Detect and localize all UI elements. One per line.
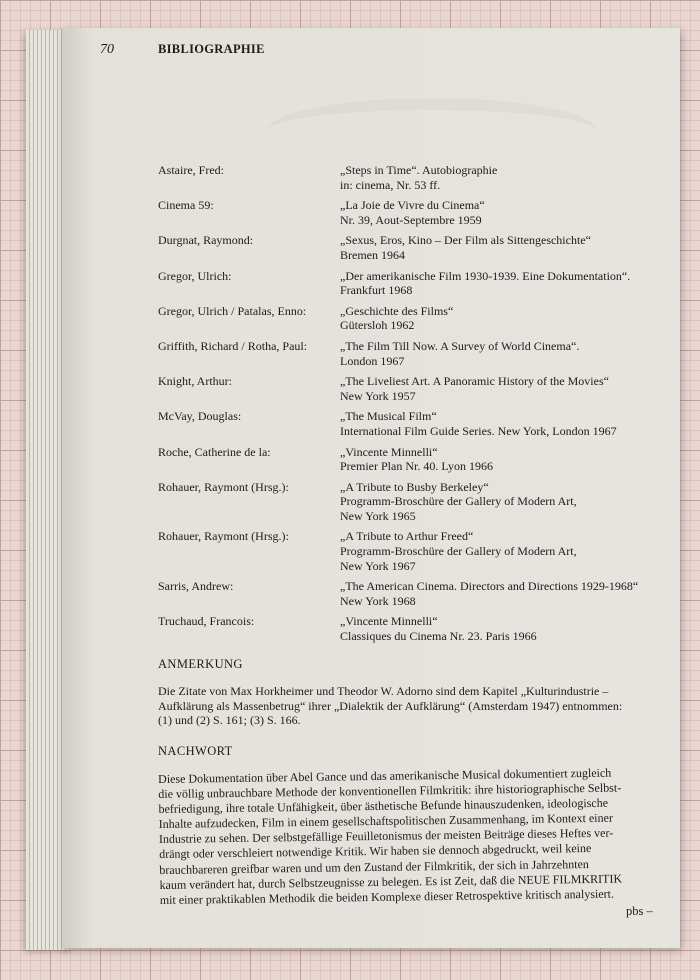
entry-detail: Nr. 39, Aout-Septembre 1959 — [340, 212, 482, 227]
note-line: Aufklärung als Massenbetrug“ ihrer „Dialektik der Aufklärung“ (Amsterdam 1947) entnommen: — [158, 698, 623, 713]
entry-detail: International Film Guide Series. New York, London 1967 — [340, 423, 617, 438]
entry-title: „The Liveliest Art. A Panoramic History of the Movies“ — [340, 374, 609, 389]
afterword-body — [158, 765, 675, 908]
bibliography-entry — [158, 339, 658, 368]
entry-work — [340, 269, 658, 298]
bibliography-entry — [158, 614, 658, 643]
entry-title: „Sexus, Eros, Kino – Der Film als Sittengeschichte“ — [340, 233, 591, 248]
afterword-line: die völlig unbrauchbare Methode der konventionellen Filmkritik: ihre historiographische Selbst- — [158, 780, 622, 802]
bibliography-entry — [158, 163, 658, 192]
entry-work — [340, 233, 658, 262]
entry-author: Sarris, Andrew: — [158, 579, 234, 594]
entry-title: „Der amerikanische Film 1930-1939. Eine Dokumentation“. — [340, 268, 631, 283]
entry-author: Cinema 59: — [158, 198, 214, 213]
show-through-watermark — [267, 98, 597, 164]
entry-detail: Frankfurt 1968 — [340, 283, 413, 298]
afterword-line: drängt oder verschleiert notwendige Kritik. Wir haben sie dennoch abgedruckt, weil keine — [159, 841, 592, 862]
entry-detail: Classiques du Cinema Nr. 23. Paris 1966 — [340, 629, 537, 644]
entry-detail: London 1967 — [340, 353, 405, 368]
entry-detail: New York 1957 — [340, 388, 416, 403]
entry-work — [340, 163, 658, 192]
afterword-line: brauchbareren greifbar waren und um den Zustand der Filmkritik, der sich in Jahrzehnten — [159, 856, 589, 877]
entry-detail: in: cinema, Nr. 53 ff. — [340, 177, 441, 192]
entry-detail: Programm-Broschüre der Gallery of Modern Art, — [340, 544, 577, 559]
entry-author: Knight, Arthur: — [158, 374, 232, 389]
entry-author: Durgnat, Raymond: — [158, 233, 254, 248]
afterword-line: kaum verändert hat, durch Selbstzeugnisse zu belegen. Es ist Zeit, daß die NEUE FILMKRITIK — [159, 871, 623, 892]
entry-title: „A Tribute to Busby Berkeley“ — [340, 479, 489, 494]
afterword-line: Inhalte aufzudecken, Film in einem gesellschaftspolitischen Zusammenhang, im Kontext einer — [158, 810, 613, 832]
bibliography-list — [158, 163, 658, 644]
note-line: Die Zitate von Max Horkheimer und Theodor W. Adorno sind dem Kapitel „Kulturindustrie – — [158, 684, 609, 698]
entry-author: Rohauer, Raymont (Hrsg.): — [158, 529, 289, 544]
entry-work — [340, 529, 658, 573]
entry-work — [340, 445, 658, 474]
note-heading: ANMERKUNG — [158, 657, 243, 671]
entry-work — [340, 409, 658, 438]
bibliography-entry — [158, 233, 658, 262]
entry-work — [340, 579, 658, 608]
bibliography-entry — [158, 269, 658, 298]
note-line: (1) und (2) S. 161; (3) S. 166. — [158, 713, 301, 728]
entry-work — [340, 614, 658, 643]
entry-title: „Steps in Time“. Autobiographie — [340, 163, 498, 177]
entry-detail: New York 1967 — [340, 558, 416, 573]
entry-author: Truchaud, Francois: — [158, 614, 255, 629]
entry-author: Gregor, Ulrich / Patalas, Enno: — [158, 303, 307, 318]
bibliography-entry — [158, 529, 658, 573]
afterword-line: Industrie zu sehen. Der selbstgefällige Feuilletonismus der meisten Beiträge dieses Heftes ver- — [158, 826, 614, 847]
entry-detail: Bremen 1964 — [340, 247, 405, 262]
entry-author: Rohauer, Raymont (Hrsg.): — [158, 479, 289, 494]
note-body — [158, 684, 668, 728]
entry-detail: Programm-Broschüre der Gallery of Modern Art, — [340, 494, 577, 509]
bibliography-entry — [158, 409, 658, 438]
entry-title: „The Film Till Now. A Survey of World Cinema“. — [340, 338, 580, 353]
running-head: BIBLIOGRAPHIE — [158, 42, 265, 56]
entry-title: „The American Cinema. Directors and Directions 1929-1968“ — [340, 579, 639, 594]
entry-title: „The Musical Film“ — [340, 409, 437, 424]
entry-title: „A Tribute to Arthur Freed“ — [340, 529, 474, 544]
bibliography-entry — [158, 445, 658, 474]
entry-author: McVay, Douglas: — [158, 409, 242, 424]
afterword-line: mit einer praktikablen Methodik die beiden Komplexe dieser Retrospektive kritisch analysiert. — [159, 886, 615, 907]
entry-title: „La Joie de Vivre du Cinema“ — [340, 198, 485, 213]
entry-work — [340, 304, 658, 333]
bibliography-entry — [158, 198, 658, 227]
bibliography-entry — [158, 579, 658, 608]
bibliography-entry — [158, 374, 658, 403]
entry-work — [340, 480, 658, 524]
afterword-line: Diese Dokumentation über Abel Gance und das amerikanische Musical dokumentiert zugleich — [158, 765, 612, 786]
entry-author: Astaire, Fred: — [158, 163, 224, 177]
entry-detail: New York 1965 — [340, 508, 416, 523]
page-number: 70 — [100, 42, 114, 57]
entry-author: Griffith, Richard / Rotha, Paul: — [158, 338, 308, 353]
afterword-heading: NACHWORT — [158, 744, 233, 758]
entry-work — [340, 374, 658, 403]
entry-detail: Gütersloh 1962 — [340, 318, 415, 333]
entry-title: „Geschichte des Films“ — [340, 303, 454, 318]
entry-work — [340, 339, 658, 368]
entry-title: „Vincente Minnelli“ — [340, 614, 438, 629]
entry-work — [340, 198, 658, 227]
entry-author: Gregor, Ulrich: — [158, 268, 232, 283]
entry-author: Roche, Catherine de la: — [158, 444, 271, 459]
signature: pbs – — [626, 904, 653, 918]
bibliography-entry — [158, 304, 658, 333]
bibliography-entry — [158, 480, 658, 524]
entry-detail: Premier Plan Nr. 40. Lyon 1966 — [340, 459, 493, 474]
entry-title: „Vincente Minnelli“ — [340, 444, 438, 459]
entry-detail: New York 1968 — [340, 593, 416, 608]
afterword-line: befriedigung, ihre totale Unfähigkeit, über ästhetische Befunde hinauszudenken, ideologische — [158, 795, 609, 817]
